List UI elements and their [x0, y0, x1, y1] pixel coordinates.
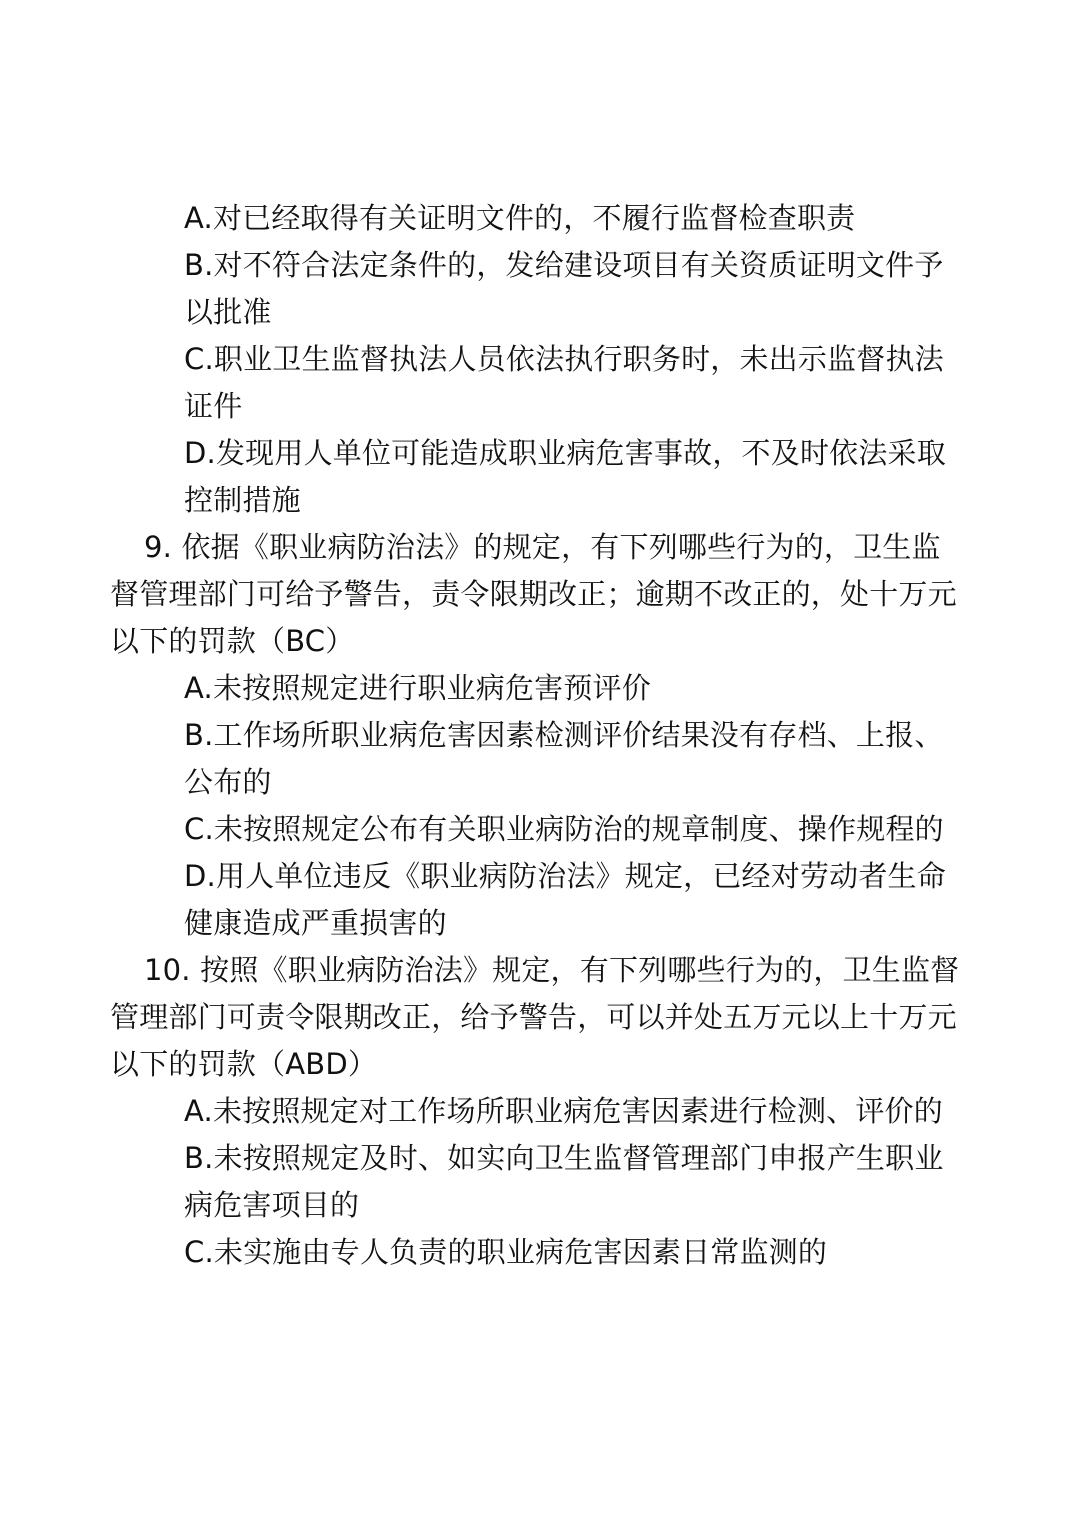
- q8-option-c-line1: C.职业卫生监督执法人员依法执行职务时，未出示监督执法: [184, 342, 944, 376]
- q10-option-b-line2: 病危害项目的: [184, 1188, 360, 1222]
- q10-stem-line1: 10. 按照《职业病防治法》规定，有下列哪些行为的，卫生监督: [144, 953, 960, 987]
- q9-stem-line1: 9. 依据《职业病防治法》的规定，有下列哪些行为的，卫生监: [144, 530, 941, 564]
- q9-option-b-line1: B.工作场所职业病危害因素检测评价结果没有存档、上报、: [184, 718, 944, 752]
- q10-stem-line2: 管理部门可责令限期改正，给予警告，可以并处五万元以上十万元: [110, 1000, 957, 1034]
- q9-stem-line2: 督管理部门可给予警告，责令限期改正；逾期不改正的，处十万元: [110, 577, 957, 611]
- q9-option-d-line1: D.用人单位违反《职业病防治法》规定，已经对劳动者生命: [184, 859, 946, 893]
- q8-option-d-line2: 控制措施: [184, 483, 301, 517]
- q9-option-d-line2: 健康造成严重损害的: [184, 906, 447, 940]
- q8-option-b-line2: 以批准: [184, 295, 272, 329]
- q9-option-b-line2: 公布的: [184, 765, 272, 799]
- question-9: [110, 524, 957, 947]
- q10-stem-line3: 以下的罚款（ABD）: [110, 1047, 378, 1081]
- q9-stem-line3: 以下的罚款（BC）: [110, 624, 355, 658]
- q10-option-c: C.未实施由专人负责的职业病危害因素日常监测的: [184, 1235, 828, 1269]
- q8-option-b-line1: B.对不符合法定条件的，发给建设项目有关资质证明文件予: [184, 248, 944, 282]
- q10-option-b-line1: B.未按照规定及时、如实向卫生监督管理部门申报产生职业: [184, 1141, 944, 1175]
- question-10: [110, 947, 960, 1276]
- q8-option-a: A.对已经取得有关证明文件的，不履行监督检查职责: [184, 201, 856, 235]
- q8-options: [110, 195, 950, 524]
- document-body: [110, 195, 960, 1276]
- q10-option-a: A.未按照规定对工作场所职业病危害因素进行检测、评价的: [184, 1094, 943, 1128]
- q8-option-d-line1: D.发现用人单位可能造成职业病危害事故，不及时依法采取: [184, 436, 946, 470]
- q9-option-c: C.未按照规定公布有关职业病防治的规章制度、操作规程的: [184, 812, 944, 846]
- q9-option-a: A.未按照规定进行职业病危害预评价: [184, 671, 651, 705]
- q8-option-c-line2: 证件: [184, 389, 243, 423]
